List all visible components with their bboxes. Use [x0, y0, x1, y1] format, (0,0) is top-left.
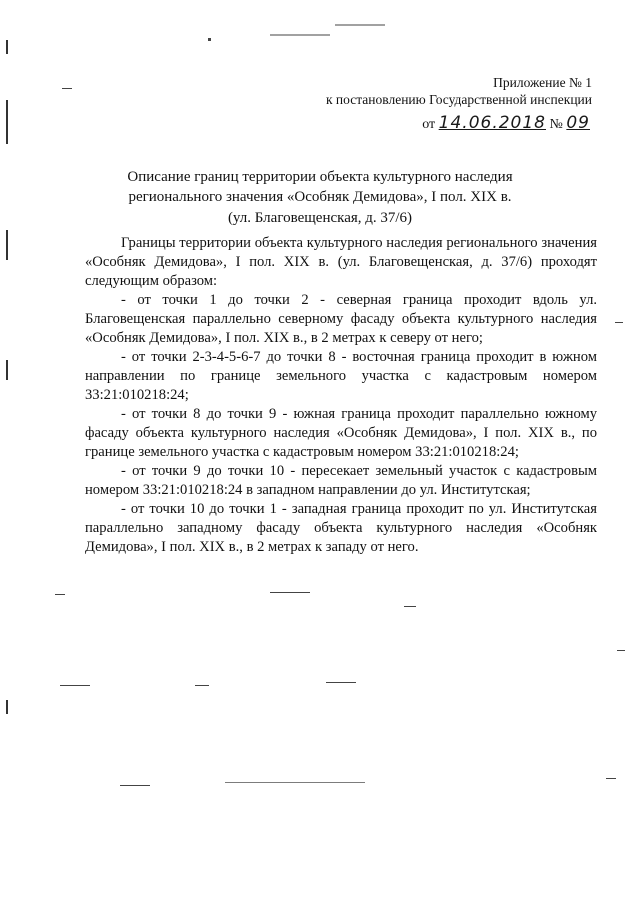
- date-prefix: от: [422, 117, 436, 132]
- segment-2-8-paragraph: - от точки 2-3-4-5-6-7 до точки 8 - восточная граница проходит в южном направлении по границе земельного участка с кадастровым номером 33:21:010218:24;: [85, 349, 597, 403]
- document-title-line-1: Описание границ территории объекта культурного наследия: [127, 169, 513, 185]
- scan-edge-mark: [6, 40, 8, 54]
- scan-speck: [120, 785, 150, 786]
- scan-speck: [270, 592, 310, 593]
- scan-speck: [60, 685, 90, 686]
- scan-speck: [55, 594, 65, 595]
- intro-paragraph: Границы территории объекта культурного наследия регионального значения «Особняк Демидова», I пол. XIX в. (ул. Благовещенская, д. 37/6) проходят следующим образом:: [85, 235, 597, 289]
- scan-speck: [326, 682, 356, 683]
- appendix-label: Приложение № 1: [493, 75, 592, 90]
- segment-9-10-paragraph: - от точки 9 до точки 10 - пересекает земельный участок с кадастровым номером 33:21:010218:24 в западном направлении до ул. Институтская;: [85, 463, 597, 498]
- segment-1-2-paragraph: - от точки 1 до точки 2 - северная граница проходит вдоль ул. Благовещенская параллельно северному фасаду объекта культурного наследия «Особняк Демидова», I пол. XIX в., в 2 метрах к северу от него;: [85, 292, 597, 346]
- scan-edge-mark: [6, 230, 8, 260]
- scan-speck: [606, 778, 616, 779]
- scan-speck: [617, 650, 625, 651]
- number-prefix: №: [549, 117, 563, 132]
- scan-edge-mark: [6, 100, 8, 144]
- document-title-line-2: регионального значения «Особняк Демидова», I пол. XIX в.: [128, 189, 512, 205]
- handwritten-date: 14.06.2018: [438, 113, 546, 133]
- segment-10-1-paragraph: - от точки 10 до точки 1 - западная граница проходит по ул. Институтская параллельно западному фасаду объекта культурного наследия «Особняк Демидова», I пол. XIX в., в 2 метрах к западу от него.: [85, 501, 597, 555]
- scan-speck: [62, 88, 72, 89]
- resolution-reference: к постановлению Государственной инспекции: [326, 92, 592, 107]
- date-number-line: [422, 115, 590, 133]
- scan-speck: [615, 322, 623, 323]
- scan-speck: [335, 24, 385, 26]
- scan-speck: [404, 606, 416, 607]
- handwritten-number: 09: [566, 113, 590, 133]
- segment-8-9-paragraph: - от точки 8 до точки 9 - южная граница проходит параллельно южному фасаду объекта культурного наследия «Особняк Демидова», I пол. XIX в., по границе земельного участка с кадастровым номером 33:21:010218:24;: [85, 406, 597, 460]
- scan-edge-mark: [6, 700, 8, 714]
- scan-edge-mark: [6, 360, 8, 380]
- document-title-line-3: (ул. Благовещенская, д. 37/6): [227, 210, 413, 226]
- scan-speck: [195, 685, 209, 686]
- scan-speck: [270, 34, 330, 36]
- scan-speck: [208, 38, 211, 41]
- boundary-description: [85, 234, 597, 557]
- scan-speck: [225, 782, 365, 783]
